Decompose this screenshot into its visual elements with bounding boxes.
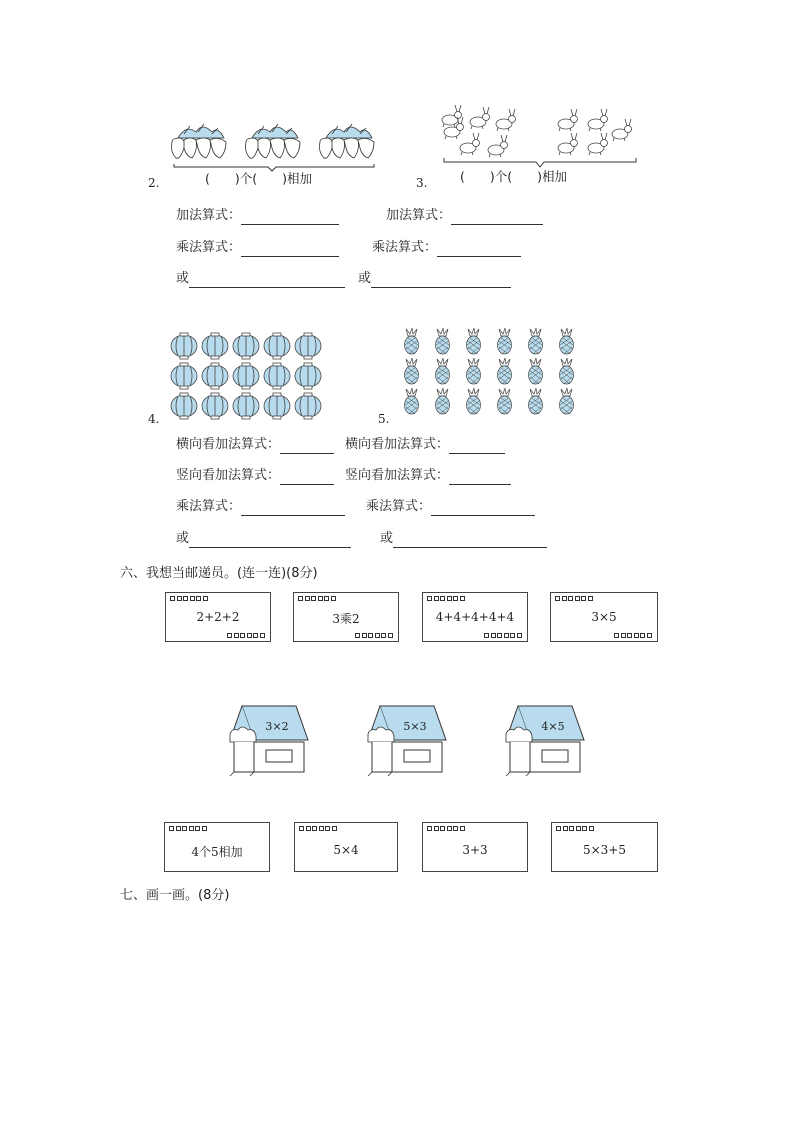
envelope-card[interactable] <box>550 592 658 642</box>
p5-vert-row <box>345 467 511 485</box>
p5-mul-row <box>366 498 535 516</box>
p4-horiz-row <box>176 436 334 454</box>
postcode-boxes <box>614 633 652 638</box>
envelope-card[interactable] <box>422 822 528 872</box>
p2-mul-label: 乘法算式： <box>176 240 242 255</box>
problem-5-number: 5. <box>378 412 390 426</box>
envelope-card[interactable] <box>293 592 399 642</box>
problem-3-bracket-text: ( )个( )相加 <box>460 169 568 184</box>
envelope-expression: 3+3 <box>462 843 488 857</box>
p4-horiz-answer-line[interactable] <box>280 439 334 454</box>
envelope-expression: 5×3+5 <box>582 843 626 857</box>
envelope-expression: 3×5 <box>591 610 617 624</box>
envelope-card[interactable] <box>551 822 658 872</box>
envelope-card[interactable] <box>422 592 528 642</box>
p3-add-answer-line[interactable] <box>451 210 543 225</box>
postcode-boxes <box>170 596 208 601</box>
p5-vert-answer-line[interactable] <box>449 470 511 485</box>
p2-add-row <box>176 207 339 225</box>
p4-vert-label: 竖向看加法算式： <box>176 468 281 483</box>
p3-add-row <box>386 207 543 225</box>
strawberry-groups-illustration <box>168 118 388 174</box>
problem-4-number: 4. <box>148 412 160 426</box>
p3-mul-answer-line[interactable] <box>437 242 521 257</box>
p5-or-row <box>380 530 547 548</box>
p2-mul-row <box>176 239 339 257</box>
p5-horiz-row <box>345 436 505 454</box>
p3-add-label: 加法算式： <box>386 208 452 223</box>
lanterns-illustration <box>170 330 326 422</box>
envelope-card[interactable] <box>164 822 270 872</box>
house-label: 4×5 <box>541 720 565 733</box>
p5-horiz-answer-line[interactable] <box>449 439 505 454</box>
postcode-boxes <box>169 826 207 831</box>
envelope-expression: 3乘2 <box>332 612 360 626</box>
p3-or-answer-line[interactable] <box>371 273 511 288</box>
postcode-boxes <box>427 596 465 601</box>
p4-mul-row <box>176 498 345 516</box>
p3-mul-row <box>372 239 521 257</box>
problem-2-bracket-text: ( )个( )相加 <box>205 171 313 186</box>
house-label: 5×3 <box>403 720 427 733</box>
p4-or-label: 或 <box>176 531 190 546</box>
house-label: 3×2 <box>265 720 289 733</box>
house-mailbox[interactable] <box>364 704 448 776</box>
postcode-boxes <box>298 596 336 601</box>
section-6-title: 六、我想当邮递员。(连一连)(8分) <box>120 566 318 581</box>
postcode-boxes <box>355 633 393 638</box>
p2-mul-answer-line[interactable] <box>241 242 339 257</box>
postcode-boxes <box>299 826 337 831</box>
postcode-boxes <box>427 826 465 831</box>
problem-2-number: 2. <box>148 176 160 190</box>
envelope-expression: 2+2+2 <box>196 610 240 624</box>
p5-vert-label: 竖向看加法算式： <box>345 468 450 483</box>
rabbits-illustration <box>440 104 640 174</box>
p4-horiz-label: 横向看加法算式： <box>176 437 281 452</box>
postcode-boxes <box>227 633 265 638</box>
p2-or-label: 或 <box>176 271 190 286</box>
p3-mul-label: 乘法算式： <box>372 240 438 255</box>
p2-or-row <box>176 270 345 288</box>
house-mailbox[interactable] <box>502 704 586 776</box>
p3-or-label: 或 <box>358 271 372 286</box>
envelope-expression: 4个5相加 <box>191 845 243 859</box>
envelope-card[interactable] <box>165 592 271 642</box>
p4-or-row <box>176 530 351 548</box>
p5-or-label: 或 <box>380 531 394 546</box>
p4-or-answer-line[interactable] <box>189 533 351 548</box>
section-7-title: 七、画一画。(8分) <box>120 888 230 903</box>
p4-mul-answer-line[interactable] <box>241 501 345 516</box>
postcode-boxes <box>556 826 594 831</box>
p5-mul-label: 乘法算式： <box>366 499 432 514</box>
pineapples-illustration <box>400 326 584 420</box>
p2-add-label: 加法算式： <box>176 208 242 223</box>
p2-or-answer-line[interactable] <box>189 273 345 288</box>
p5-horiz-label: 横向看加法算式： <box>345 437 450 452</box>
p4-mul-label: 乘法算式： <box>176 499 242 514</box>
p2-add-answer-line[interactable] <box>241 210 339 225</box>
p3-or-row <box>358 270 511 288</box>
p5-or-answer-line[interactable] <box>393 533 547 548</box>
envelope-expression: 4+4+4+4+4 <box>435 610 515 624</box>
postcode-boxes <box>484 633 522 638</box>
problem-3-number: 3. <box>416 176 428 190</box>
p5-mul-answer-line[interactable] <box>431 501 535 516</box>
house-mailbox[interactable] <box>226 704 310 776</box>
envelope-expression: 5×4 <box>333 843 359 857</box>
p4-vert-row <box>176 467 334 485</box>
postcode-boxes <box>555 596 593 601</box>
envelope-card[interactable] <box>294 822 398 872</box>
p4-vert-answer-line[interactable] <box>280 470 334 485</box>
